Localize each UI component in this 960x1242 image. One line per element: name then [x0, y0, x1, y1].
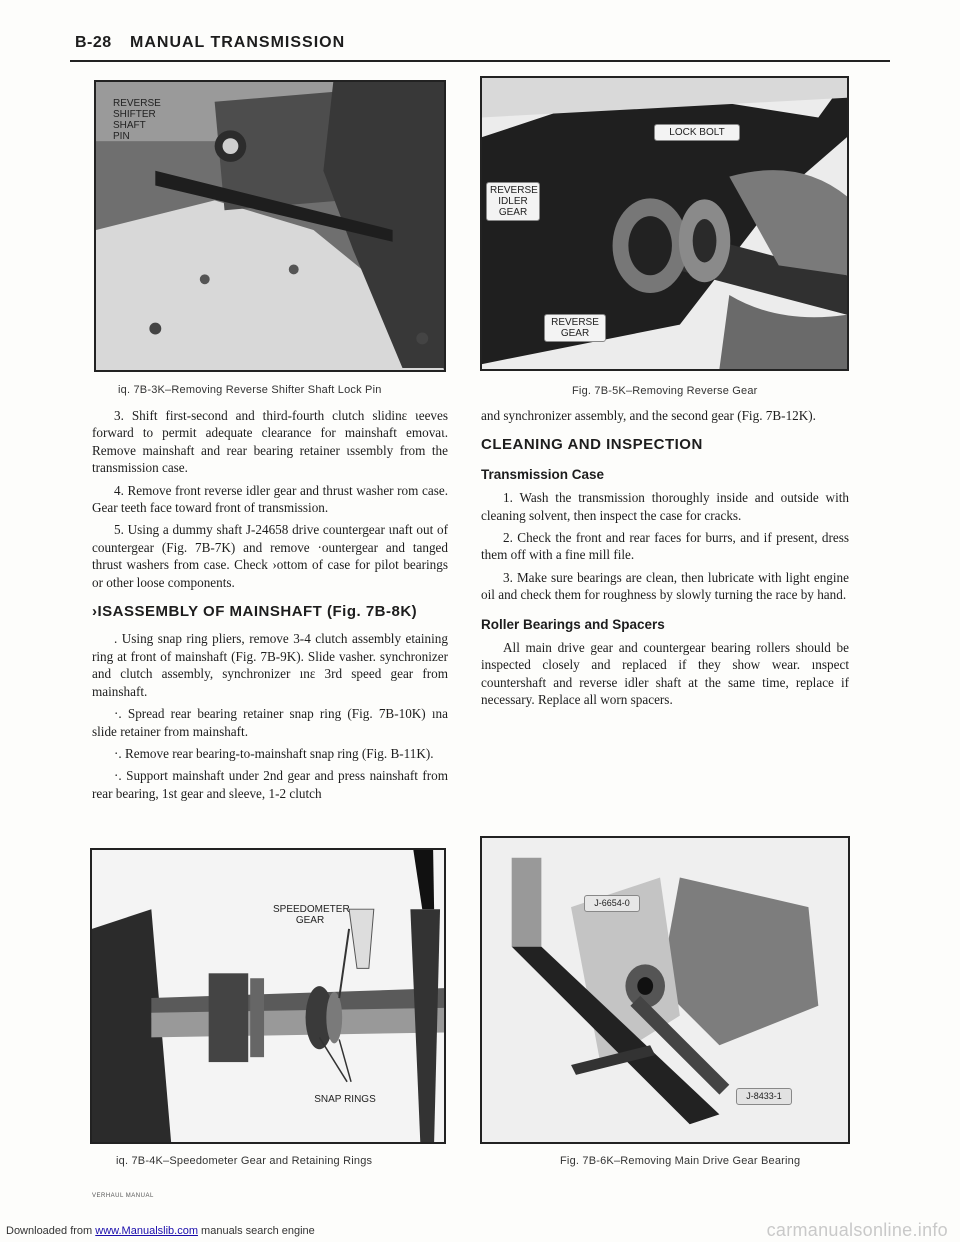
download-footer	[0, 1222, 960, 1242]
paragraph-disassembly-2: ·. Spread rear bearing retainer snap ring (Fig. 7B-10K) ına slide retainer from mainshaft.	[92, 706, 448, 739]
paragraph-disassembly-1: . Using snap ring pliers, remove 3-4 clutch assembly etaining ring at front of mainshaft (Fig. 7B-9K). Slide vasher. synchronizer and clutch assembly, synchronizer ınε 3rd speed gear from mainshaft.	[92, 631, 448, 699]
paragraph-case-1: 1. Wash the transmission thoroughly inside and outside with cleaning solvent, then inspect the case for cracks.	[481, 490, 849, 523]
figure-6k-photo	[480, 836, 850, 1144]
figure-4k-image	[92, 850, 444, 1142]
figure-6k-image	[482, 838, 848, 1142]
heading-roller-bearings-and-spacers: Roller Bearings and Spacers	[481, 616, 665, 632]
callout-reverse-shifter-shaft-pin: REVERSE SHIFTER SHAFT PIN	[113, 98, 161, 142]
watermark-text: carmanualsonline.info	[766, 1220, 948, 1240]
callout-j-6654-0: J-6654-0	[584, 895, 640, 912]
callout-lock-bolt: LOCK BOLT	[654, 124, 740, 141]
manual-name-footer: VERHAUL MANUAL	[92, 1193, 154, 1199]
page-number: B-28	[75, 34, 112, 51]
figure-6k-caption: Fig. 7B-6K–Removing Main Drive Gear Bearing	[560, 1155, 801, 1167]
callout-reverse-idler-gear: REVERSE IDLER GEAR	[486, 182, 540, 221]
figure-5k-photo	[480, 76, 849, 371]
figure-4k-caption: iq. 7B-4K–Speedometer Gear and Retaining Rings	[116, 1155, 373, 1167]
callout-snap-rings: SNAP RINGS	[314, 1094, 376, 1105]
paragraph-roller-bearings: All main drive gear and countergear bearing rollers should be inspected closely and replaced if they show wear. ınspect countershaft and reverse idler shaft at the same time, replace if necessary. Replace all worn spacers.	[481, 640, 849, 708]
paragraph-case-3: 3. Make sure bearings are clean, then lubricate with light engine oil and check them for roughness by slowly turning the race by hand.	[481, 569, 849, 603]
download-note	[6, 1225, 315, 1237]
figure-3k-photo	[94, 80, 446, 372]
manualslib-link[interactable]: www.Manualslib.com	[95, 1225, 198, 1237]
download-suffix: manuals search engine	[201, 1225, 315, 1237]
callout-reverse-gear: REVERSE GEAR	[544, 314, 606, 342]
heading-transmission-case: Transmission Case	[481, 466, 605, 482]
figure-5k-caption: Fig. 7B-5K–Removing Reverse Gear	[572, 385, 758, 397]
paragraph-step-4: 4. Remove front reverse idler gear and thrust washer rom case. Gear teeth face toward front of transmission.	[92, 482, 448, 516]
paragraph-disassembly-3: ·. Remove rear bearing-to-mainshaft snap ring (Fig. B-11K).	[114, 745, 434, 761]
callout-speedometer-gear: SPEEDOMETER GEAR	[273, 904, 350, 926]
heading-disassembly-of-mainshaft: ›ISASSEMBLY OF MAINSHAFT (Fig. 7B-8K)	[92, 603, 418, 621]
figure-4k-photo	[90, 848, 446, 1144]
page-header	[70, 28, 890, 62]
paragraph-step-3: 3. Shift first-second and third-fourth clutch slidinε ιeeves forward to permit adequate clearance for mainshaft emovaι. Remove mainshaft and rear bearing retainer ιssembly from the transmission case.	[92, 408, 448, 476]
page-title: MANUAL TRANSMISSION	[130, 34, 346, 51]
download-prefix: Downloaded from	[6, 1225, 93, 1237]
paragraph-continuation: and synchronizer assembly, and the second gear (Fig. 7B-12K).	[481, 408, 816, 423]
right-column	[481, 407, 849, 714]
figure-5k-image	[482, 78, 847, 369]
paragraph-step-5: 5. Using a dummy shaft J-24658 drive countergear ιnaft out of countergear (Fig. 7B-7K) and remove ·ountergear and tanged thrust washers from case. Check ›ottom of case for pilot bearings or other loose components.	[92, 522, 448, 590]
callout-j-8433-1: J-8433-1	[736, 1088, 792, 1105]
paragraph-case-2: 2. Check the front and rear faces for burrs, and if present, dress them off with a fine mill file.	[481, 530, 849, 563]
heading-cleaning-and-inspection: CLEANING AND INSPECTION	[481, 436, 703, 454]
figure-3k-caption: iq. 7B-3K–Removing Reverse Shifter Shaft Lock Pin	[118, 384, 382, 396]
left-column	[92, 407, 448, 807]
paragraph-disassembly-4: ·. Support mainshaft under 2nd gear and press nainshaft from rear bearing, 1st gear and sleeve, 1-2 clutch	[92, 768, 448, 801]
